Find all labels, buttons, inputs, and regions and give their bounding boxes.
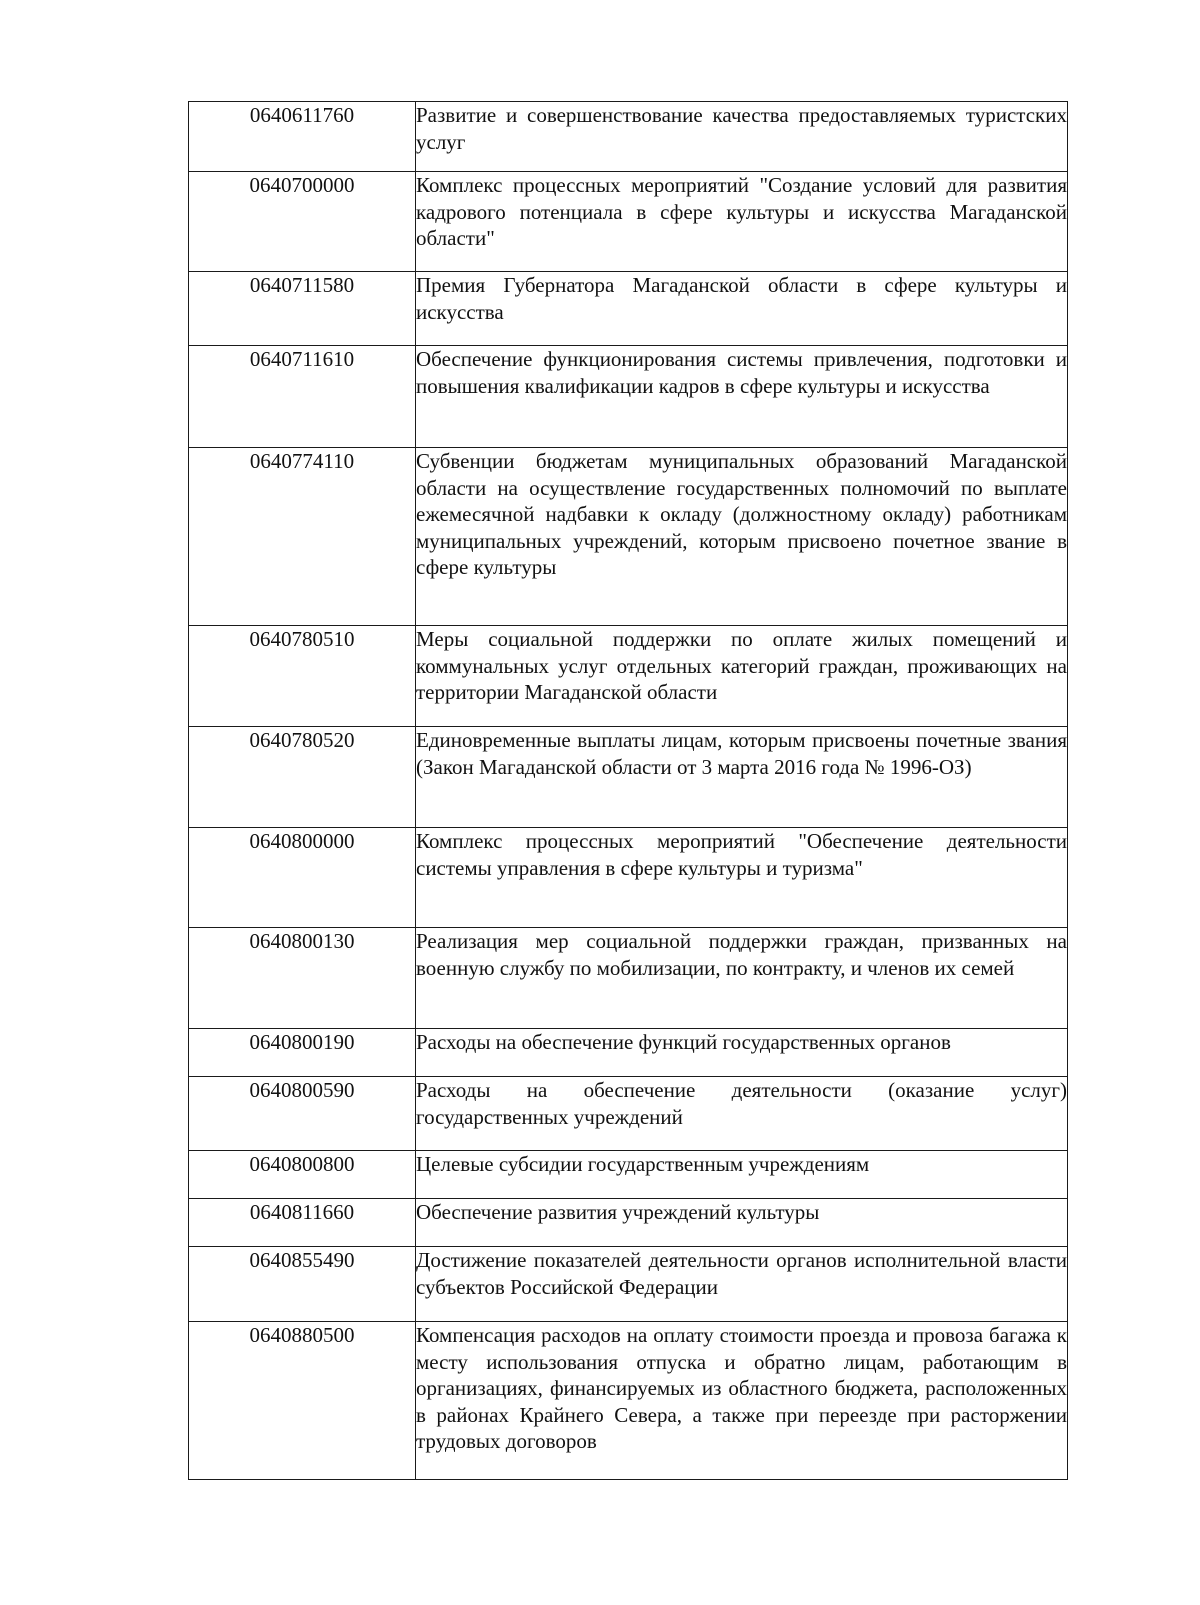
code-cell: 0640611760: [189, 102, 416, 172]
table-row: [189, 626, 1068, 727]
description-cell: Меры социальной поддержки по оплате жилых помещений и коммунальных услуг отдельных категорий граждан, проживающих на территории Магаданской области: [416, 626, 1068, 727]
description-cell: Реализация мер социальной поддержки граждан, призванных на военную службу по мобилизации, по контракту, и членов их семей: [416, 928, 1068, 1029]
table-row: [189, 1029, 1068, 1077]
budget-codes-table: [188, 101, 1068, 1480]
table-row: [189, 172, 1068, 272]
description-cell: Премия Губернатора Магаданской области в сфере культуры и искусства: [416, 272, 1068, 346]
code-cell: 0640700000: [189, 172, 416, 272]
code-cell: 0640800190: [189, 1029, 416, 1077]
code-cell: 0640811660: [189, 1199, 416, 1247]
description-cell: Компенсация расходов на оплату стоимости проезда и провоза багажа к месту использования отпуска и обратно лицам, работающим в организациях, финансируемых из областного бюджета, расположенных в районах Крайнего Севера, а также при переезде при расторжении трудовых договоров: [416, 1322, 1068, 1480]
code-cell: 0640800590: [189, 1077, 416, 1151]
description-cell: Единовременные выплаты лицам, которым присвоены почетные звания (Закон Магаданской области от 3 марта 2016 года № 1996-ОЗ): [416, 727, 1068, 828]
table-row: [189, 1199, 1068, 1247]
code-cell: 0640800130: [189, 928, 416, 1029]
table-row: [189, 1322, 1068, 1480]
table-row: [189, 102, 1068, 172]
code-cell: 0640711580: [189, 272, 416, 346]
table-row: [189, 928, 1068, 1029]
description-cell: Расходы на обеспечение деятельности (оказание услуг) государственных учреждений: [416, 1077, 1068, 1151]
description-cell: Обеспечение развития учреждений культуры: [416, 1199, 1068, 1247]
code-cell: 0640855490: [189, 1247, 416, 1322]
code-cell: 0640774110: [189, 448, 416, 626]
table-row: [189, 828, 1068, 928]
code-cell: 0640880500: [189, 1322, 416, 1480]
table-row: [189, 448, 1068, 626]
description-cell: Комплекс процессных мероприятий "Обеспечение деятельности системы управления в сфере культуры и туризма": [416, 828, 1068, 928]
description-cell: Комплекс процессных мероприятий "Создание условий для развития кадрового потенциала в сфере культуры и искусства Магаданской области": [416, 172, 1068, 272]
description-cell: Целевые субсидии государственным учреждениям: [416, 1151, 1068, 1199]
code-cell: 0640780510: [189, 626, 416, 727]
description-cell: Субвенции бюджетам муниципальных образований Магаданской области на осуществление государственных полномочий по выплате ежемесячной надбавки к окладу (должностному окладу) работникам муниципальных учреждений, которым присвоено почетное звание в сфере культуры: [416, 448, 1068, 626]
code-cell: 0640800800: [189, 1151, 416, 1199]
table-row: [189, 272, 1068, 346]
table-row: [189, 1247, 1068, 1322]
code-cell: 0640711610: [189, 346, 416, 448]
description-cell: Обеспечение функционирования системы привлечения, подготовки и повышения квалификации кадров в сфере культуры и искусства: [416, 346, 1068, 448]
description-cell: Достижение показателей деятельности органов исполнительной власти субъектов Российской Федерации: [416, 1247, 1068, 1322]
description-cell: Расходы на обеспечение функций государственных органов: [416, 1029, 1068, 1077]
description-cell: Развитие и совершенствование качества предоставляемых туристских услуг: [416, 102, 1068, 172]
code-cell: 0640800000: [189, 828, 416, 928]
table-row: [189, 346, 1068, 448]
code-cell: 0640780520: [189, 727, 416, 828]
table-row: [189, 1077, 1068, 1151]
table-row: [189, 727, 1068, 828]
table-row: [189, 1151, 1068, 1199]
